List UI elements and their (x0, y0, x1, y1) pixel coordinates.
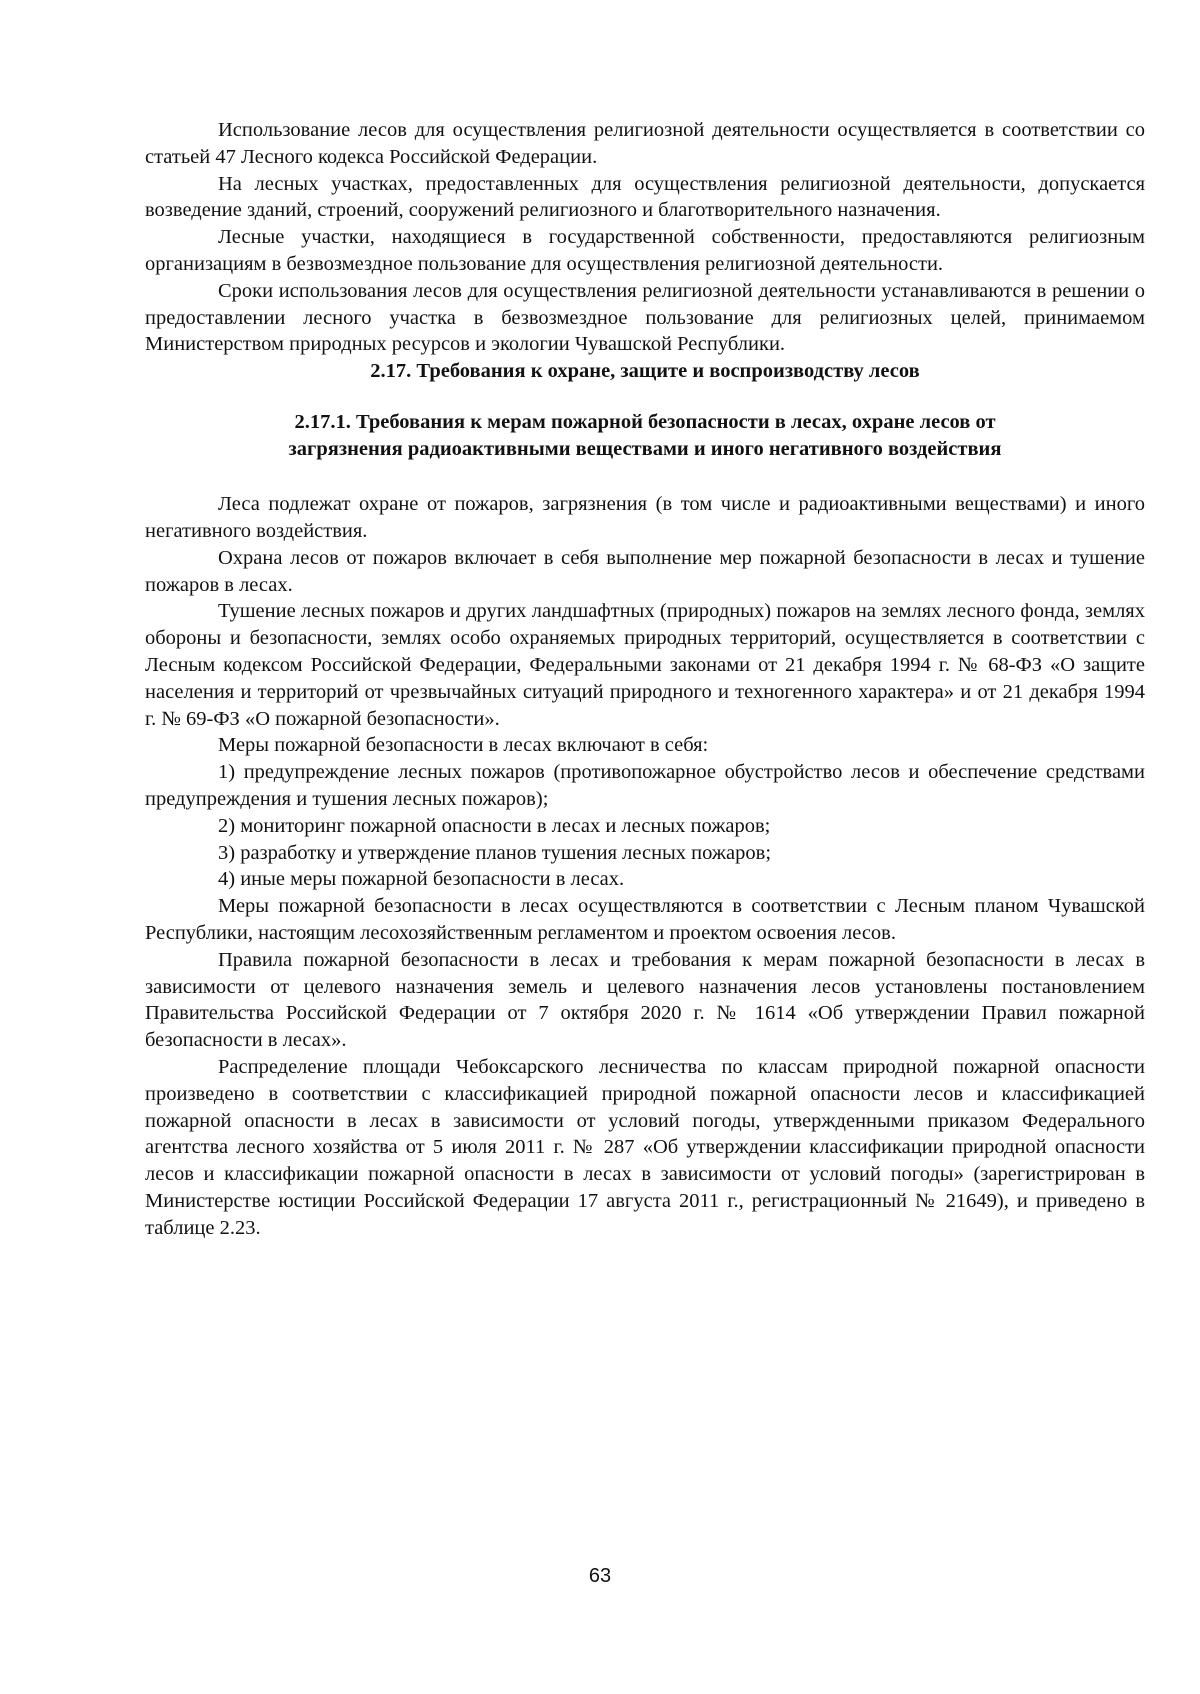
paragraph-construction-allowed: На лесных участках, предоставленных для осуществления религиозной деятельности, допускается возведение зданий, строений, сооружений религиозного и благотворительного назначения. (145, 172, 1145, 222)
page-body (145, 117, 1145, 1241)
paragraph-religious-use: Использование лесов для осуществления религиозной деятельности осуществляется в соответствии со статьей 47 Лесного кодекса Российской Федерации. (145, 119, 1145, 168)
paragraph-fire-classes: Распределение площади Чебоксарского лесничества по классам природной пожарной опасности произведено в соответствии с классификацией природной пожарной опасности лесов и классификацией пожарной опасности в лесах в зависимости от условий погоды, утвержденными приказом Федерального агентства лесного хозяйства от 5 июля 2011 г. № 287 «Об утверждении классификации природной опасности лесов и классификации пожарной опасности в лесах в зависимости от условий погоды» (зарегистрирован в Министерстве юстиции Российской Федерации 17 августа 2011 г., регистрационный № 21649), и приведено в таблице 2.23. (145, 1055, 1145, 1239)
subsection-heading (145, 409, 1145, 463)
list-item-other-measures: 4) иные меры пожарной безопасности в лесах. (218, 868, 625, 891)
section-heading: 2.17. Требования к охране, защите и воспроизводству лесов (370, 360, 920, 383)
paragraph-free-use: Лесные участки, находящиеся в государственной собственности, предоставляются религиозным организациям в безвозмездное пользование для осуществления религиозной деятельности. (145, 226, 1145, 275)
paragraph-fire-protection: Охрана лесов от пожаров включает в себя выполнение мер пожарной безопасности в лесах и тушение пожаров в лесах. (145, 546, 1145, 596)
paragraph-fire-rules: Правила пожарной безопасности в лесах и требования к мерам пожарной безопасности в лесах в зависимости от целевого назначения земель и целевого назначения лесов установлены постановлением Правительства Российской Федерации от 7 октября 2020 г. № 1614 «Об утверждении Правил пожарной безопасности в лесах». (145, 948, 1145, 1052)
subsection-heading-line-2: загрязнения радиоактивными веществами и иного негативного воздействия (288, 438, 1002, 461)
paragraph-fire-measures-intro: Меры пожарной безопасности в лесах включают в себя: (218, 734, 709, 757)
paragraph-forest-plan: Меры пожарной безопасности в лесах осуществляются в соответствии с Лесным планом Чувашской Республики, настоящим лесохозяйственным регламентом и проектом освоения лесов. (145, 895, 1145, 944)
page-number: 63 (588, 1565, 612, 1587)
list-item-prevention: 1) предупреждение лесных пожаров (противопожарное обустройство лесов и обеспечение средствами предупреждения и тушения лесных пожаров); (145, 761, 1145, 810)
subsection-heading-line-1: 2.17.1. Требования к мерам пожарной безопасности в лесах, охране лесов от (294, 411, 996, 434)
list-item-plans: 3) разработку и утверждение планов тушения лесных пожаров; (218, 841, 772, 864)
paragraph-forest-protection: Леса подлежат охране от пожаров, загрязнения (в том числе и радиоактивными веществами) и иного негативного воздействия. (145, 493, 1145, 542)
paragraph-use-terms: Сроки использования лесов для осуществления религиозной деятельности устанавливаются в решении о предоставлении лесного участка в безвозмездное пользование для религиозных целей, принимаемом Министерством природных ресурсов и экологии Чувашской Республики. (145, 279, 1145, 356)
list-item-monitoring: 2) мониторинг пожарной опасности в лесах и лесных пожаров; (218, 814, 771, 837)
paragraph-fire-fighting-law: Тушение лесных пожаров и других ландшафтных (природных) пожаров на землях лесного фонда, землях обороны и безопасности, землях особо охраняемых природных территорий, осуществляется в соответствии с Лесным кодексом Российской Федерации, Федеральными законами от 21 декабря 1994 г. № 68-ФЗ «О защите населения и территорий от чрезвычайных ситуаций природного и техногенного характера» и от 21 декабря 1994 г. № 69-ФЗ «О пожарной безопасности». (145, 600, 1145, 730)
